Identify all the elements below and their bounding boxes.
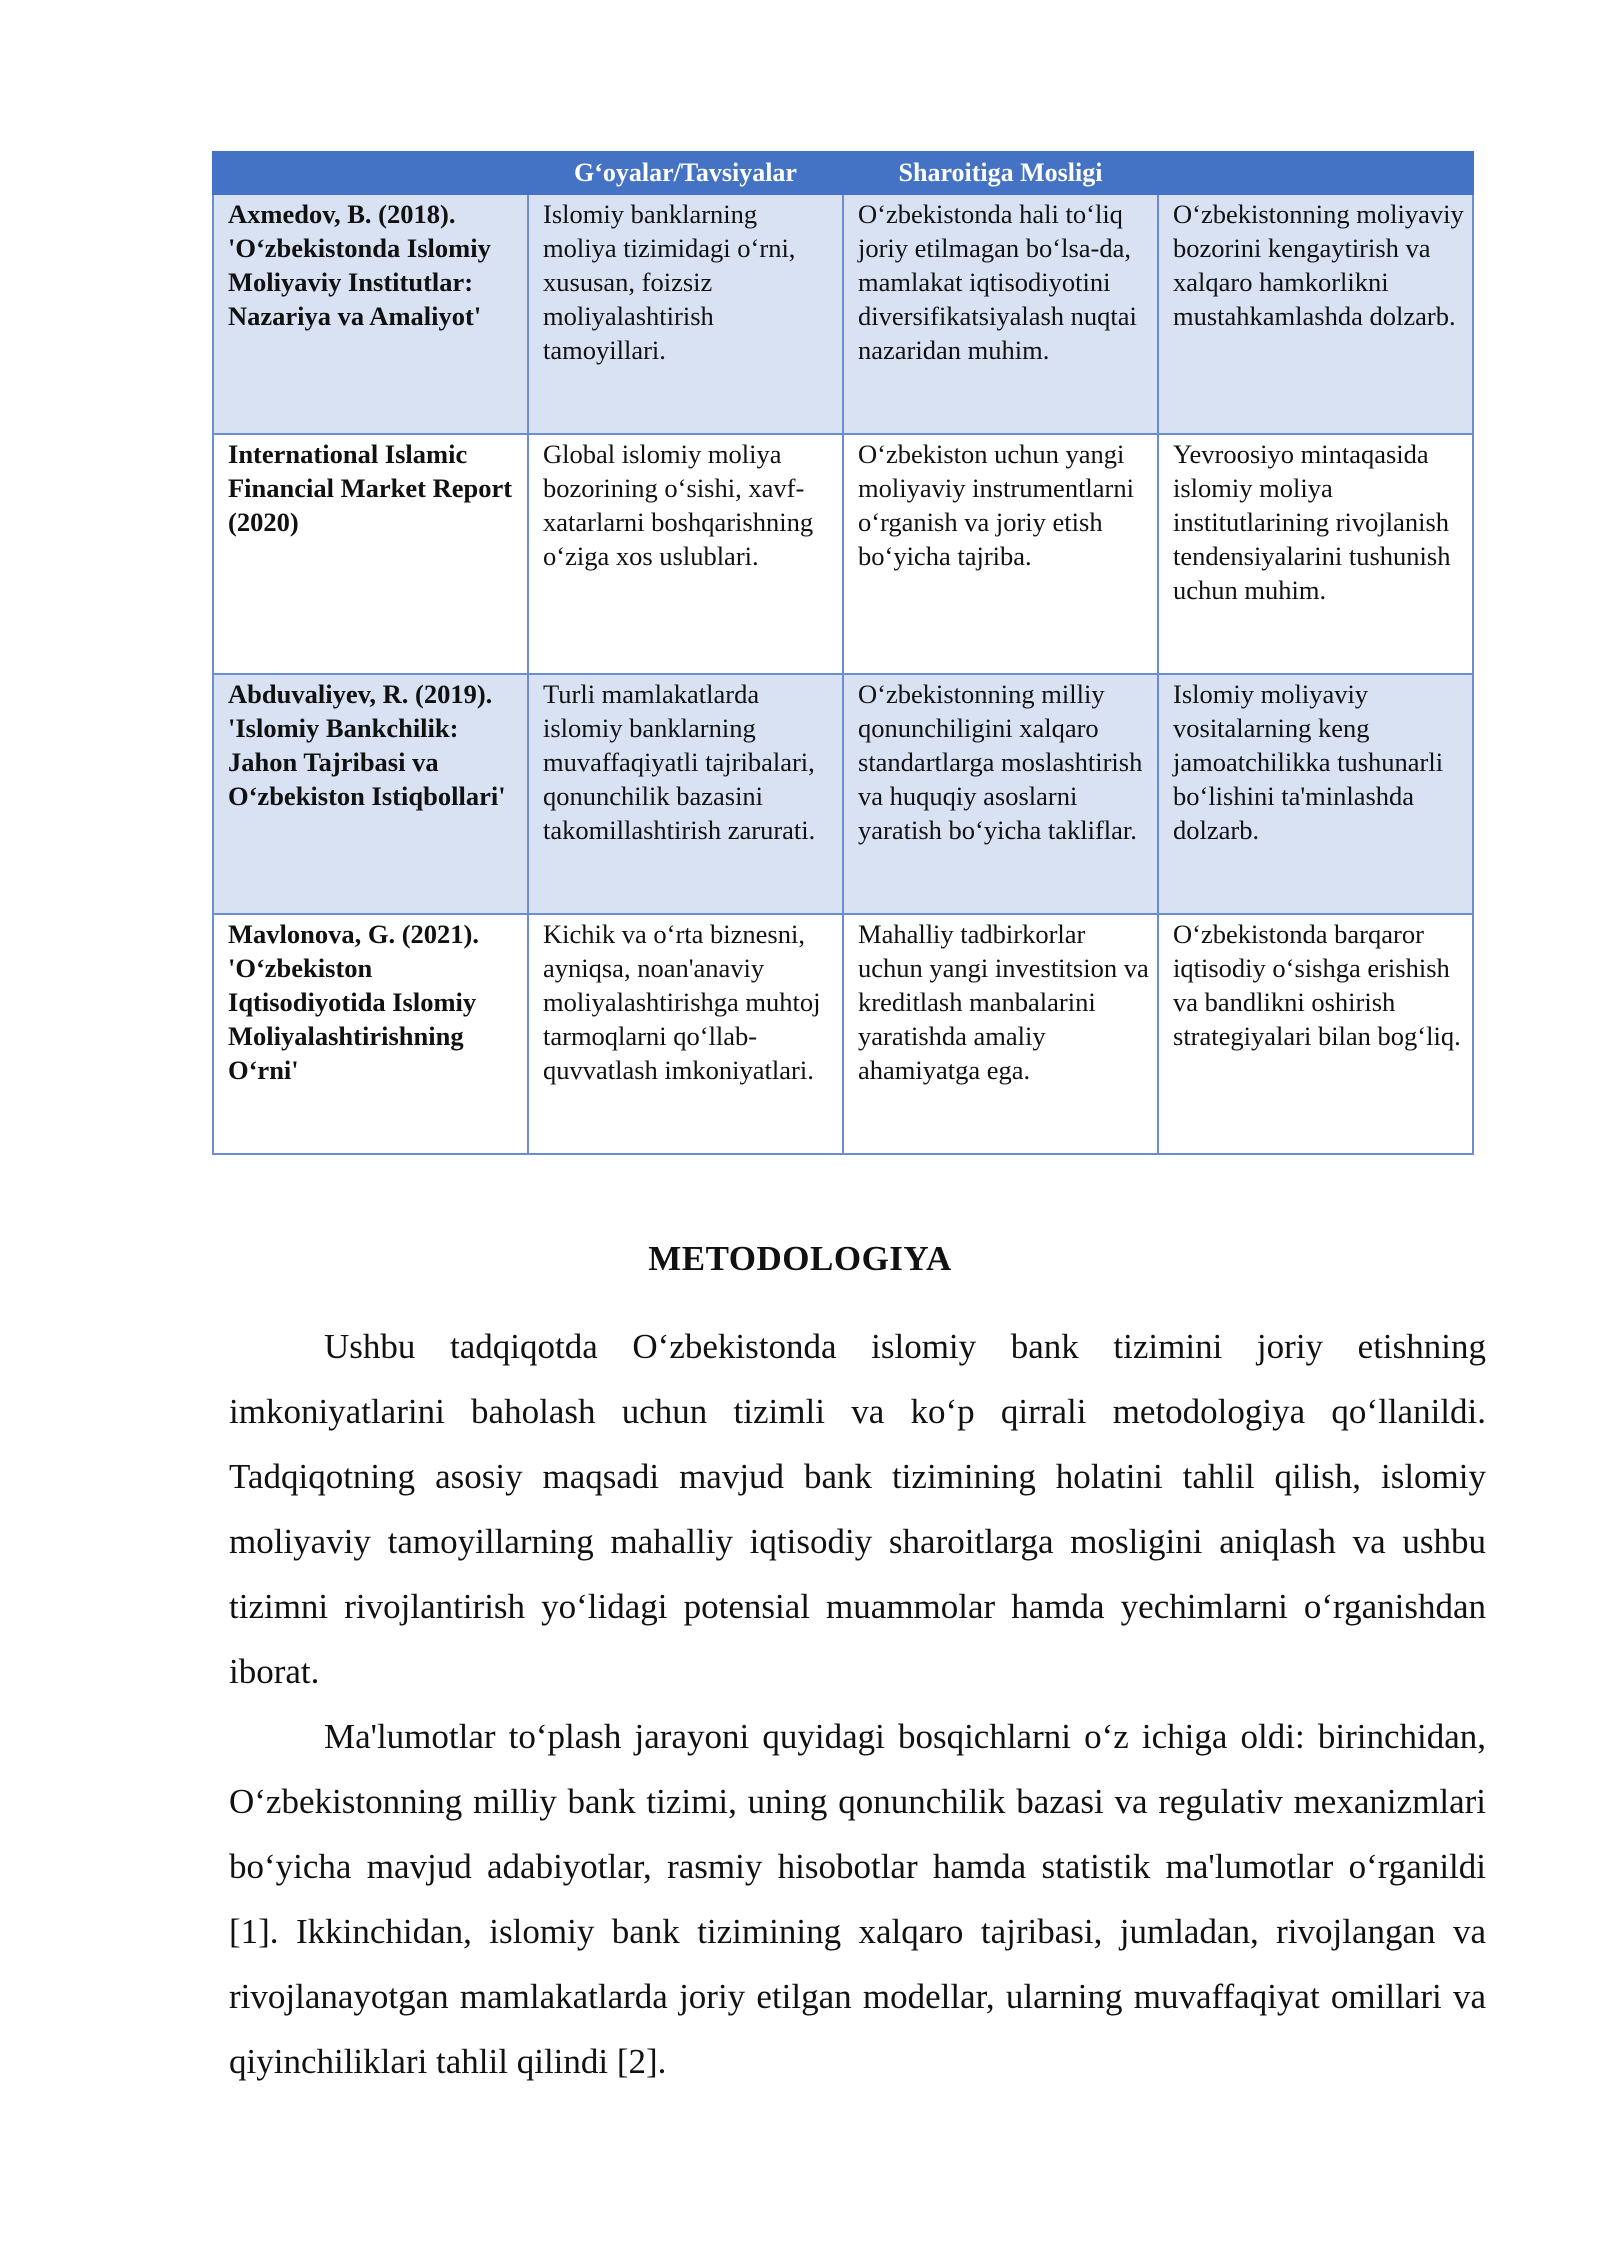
- cell-author: International Islamic Financial Market Report (2020): [213, 434, 528, 674]
- cell-author: Mavlonova, G. (2021). 'O‘zbekiston Iqtisodiyotida Islomiy Moliyalashtirishning O‘rni': [213, 914, 528, 1154]
- table-row: [213, 914, 1473, 1154]
- cell-suitability: Mahalliy tadbirkorlar uchun yangi investitsion va kreditlash manbalarini yaratishda amaliy ahamiyatga ega.: [843, 914, 1158, 1154]
- cell-suitability: O‘zbekistonning milliy qonunchiligini xalqaro standartlarga moslashtirish va huquqiy asoslarni yaratish bo‘yicha takliflar.: [843, 674, 1158, 914]
- body-paragraph: Ma'lumotlar to‘plash jarayoni quyidagi bosqichlarni o‘z ichiga oldi: birinchidan, O‘zbekistonning milliy bank tizimi, uning qonunchilik bazasi va regulativ mexanizmlari bo‘yicha mavjud adabiyotlar, rasmiy hisobotlar hamda statistik ma'lumotlar o‘rganildi [1]. Ikkinchidan, islomiy bank tizimining xalqaro tajribasi, jumladan, rivojlangan va rivojlanayotgan mamlakatlarda joriy etilgan modellar, ularning muvaffaqiyat omillari va qiyinchiliklari tahlil qilindi [2].: [229, 1717, 1486, 2081]
- section-heading: METODOLOGIYA: [648, 1239, 952, 1278]
- cell-relevance: O‘zbekistonning moliyaviy bozorini kengaytirish va xalqaro hamkorlikni mustahkamlashda dolzarb.: [1158, 194, 1473, 434]
- cell-suitability: O‘zbekiston uchun yangi moliyaviy instrumentlarni o‘rganish va joriy etish bo‘yicha tajriba.: [843, 434, 1158, 674]
- header-ideas: G‘oyalar/Tavsiyalar: [528, 152, 843, 194]
- cell-suitability: O‘zbekistonda hali to‘liq joriy etilmagan bo‘lsa-da, mamlakat iqtisodiyotini diversifikatsiyalash nuqtai nazaridan muhim.: [843, 194, 1158, 434]
- header-suitability: Sharoitiga Mosligi: [843, 152, 1158, 194]
- table-row: [213, 674, 1473, 914]
- cell-relevance: Yevroosiyo mintaqasida islomiy moliya institutlarining rivojlanish tendensiyalarini tushunish uchun muhim.: [1158, 434, 1473, 674]
- cell-relevance: Islomiy moliyaviy vositalarning keng jamoatchilikka tushunarli bo‘lishini ta'minlashda dolzarb.: [1158, 674, 1473, 914]
- cell-author: Abduvaliyev, R. (2019). 'Islomiy Bankchilik: Jahon Tajribasi va O‘zbekiston Istiqbollari': [213, 674, 528, 914]
- cell-relevance: O‘zbekistonda barqaror iqtisodiy o‘sishga erishish va bandlikni oshirish strategiyalari bilan bog‘liq.: [1158, 914, 1473, 1154]
- header-relevance: [1158, 152, 1473, 194]
- cell-ideas: Turli mamlakatlarda islomiy banklarning muvaffaqiyatli tajribalari, qonunchilik bazasini takomillashtirish zarurati.: [528, 674, 843, 914]
- cell-author: Axmedov, B. (2018). 'O‘zbekistonda Islomiy Moliyaviy Institutlar: Nazariya va Amaliyot': [213, 194, 528, 434]
- literature-review-table-wrapper: [212, 151, 1474, 1155]
- header-author: [213, 152, 528, 194]
- literature-review-table: [212, 151, 1474, 1155]
- table-header-row: [213, 152, 1473, 194]
- cell-ideas: Global islomiy moliya bozorining o‘sishi, xavf-xatarlarni boshqarishning o‘ziga xos uslublari.: [528, 434, 843, 674]
- table-row: [213, 434, 1473, 674]
- table-row: [213, 194, 1473, 434]
- body-paragraph: Ushbu tadqiqotda O‘zbekistonda islomiy bank tizimini joriy etishning imkoniyatlarini baholash uchun tizimli va ko‘p qirrali metodologiya qo‘llanildi. Tadqiqotning asosiy maqsadi mavjud bank tizimining holatini tahlil qilish, islomiy moliyaviy tamoyillarning mahalliy iqtisodiy sharoitlarga mosligini aniqlash va ushbu tizimni rivojlantirish yo‘lidagi potensial muammolar hamda yechimlarni o‘rganishdan iborat.: [229, 1327, 1486, 1691]
- cell-ideas: Kichik va o‘rta biznesni, ayniqsa, noan'anaviy moliyalashtirishga muhtoj tarmoqlarni qo‘llab-quvvatlash imkoniyatlari.: [528, 914, 843, 1154]
- cell-ideas: Islomiy banklarning moliya tizimidagi o‘rni, xususan, foizsiz moliyalashtirish tamoyillari.: [528, 194, 843, 434]
